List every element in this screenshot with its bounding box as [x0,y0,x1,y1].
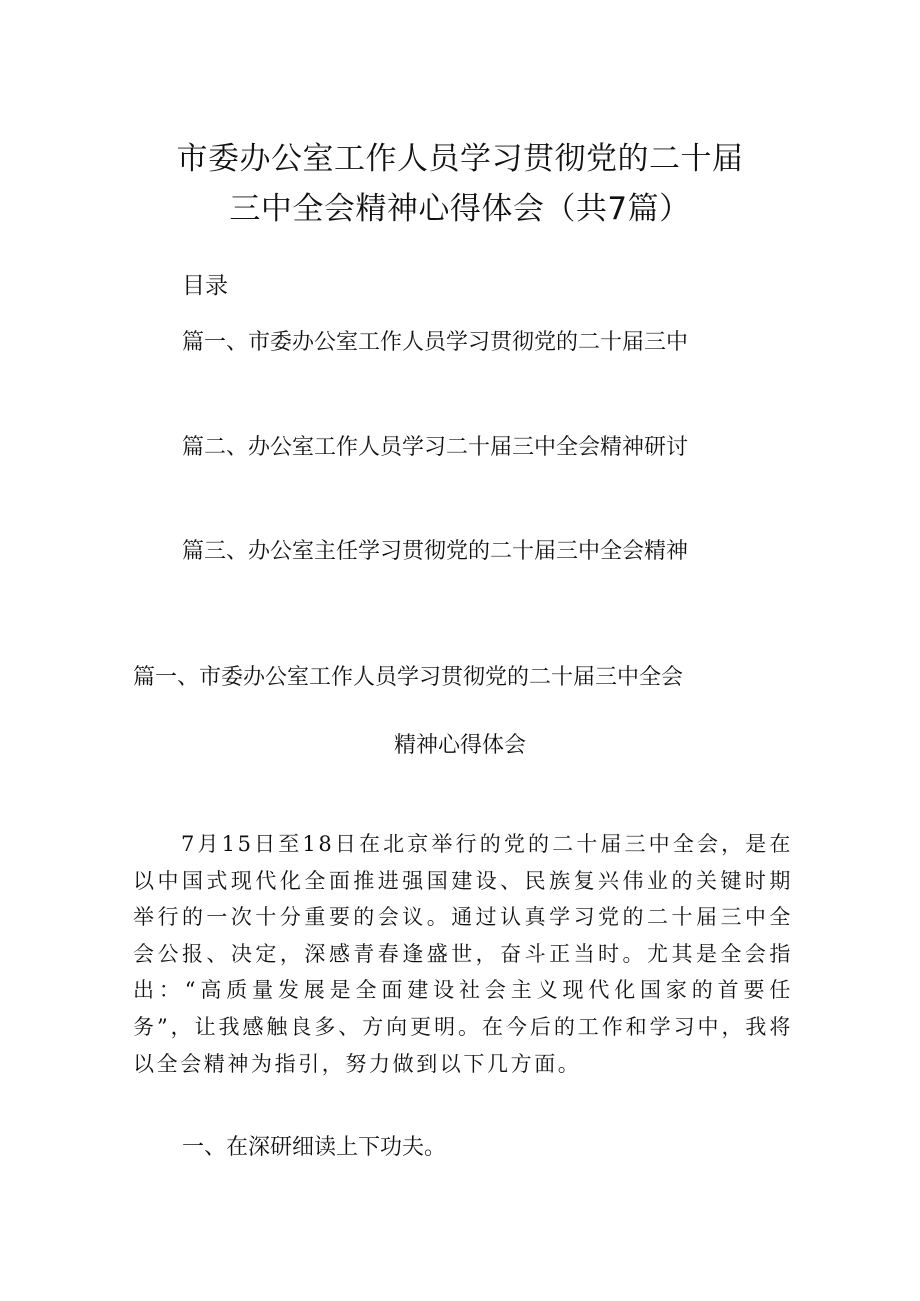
section-title-line-2: 精神心得体会 [393,733,526,758]
toc-item-1[interactable]: 篇一、市委办公室工作人员学习贯彻党的二十届三中 [182,330,689,355]
section-title-line-1: 篇一、市委办公室工作人员学习贯彻党的二十届三中全会 [133,665,684,690]
toc-heading: 目录 [182,273,228,299]
subheading-1: 一、在深研细读上下功夫。 [182,1135,447,1160]
document-title-line-2: 三中全会精神心得体会（共7篇） [229,191,691,227]
document-title-line-1: 市委办公室工作人员学习贯彻党的二十届 [176,141,744,177]
body-paragraph: 7月15日至18日在北京举行的党的二十届三中全会，是在以中国式现代化全面推进强国建设、民族复兴伟业的关键时期举行的一次十分重要的会议。通过认真学习党的二十届三中全会公报、决定，深感青春逢盛世，奋斗正当时。尤其是全会指出：“高质量发展是全面建设社会主义现代化国家的首要任务”，让我感触良多、方向更明。在今后的工作和学习中，我将以全会精神为指引，努力做到以下几方面。 [133,832,793,1076]
toc-item-3[interactable]: 篇三、办公室主任学习贯彻党的二十届三中全会精神 [182,539,689,564]
toc-item-2[interactable]: 篇二、办公室工作人员学习二十届三中全会精神研讨 [182,435,689,460]
